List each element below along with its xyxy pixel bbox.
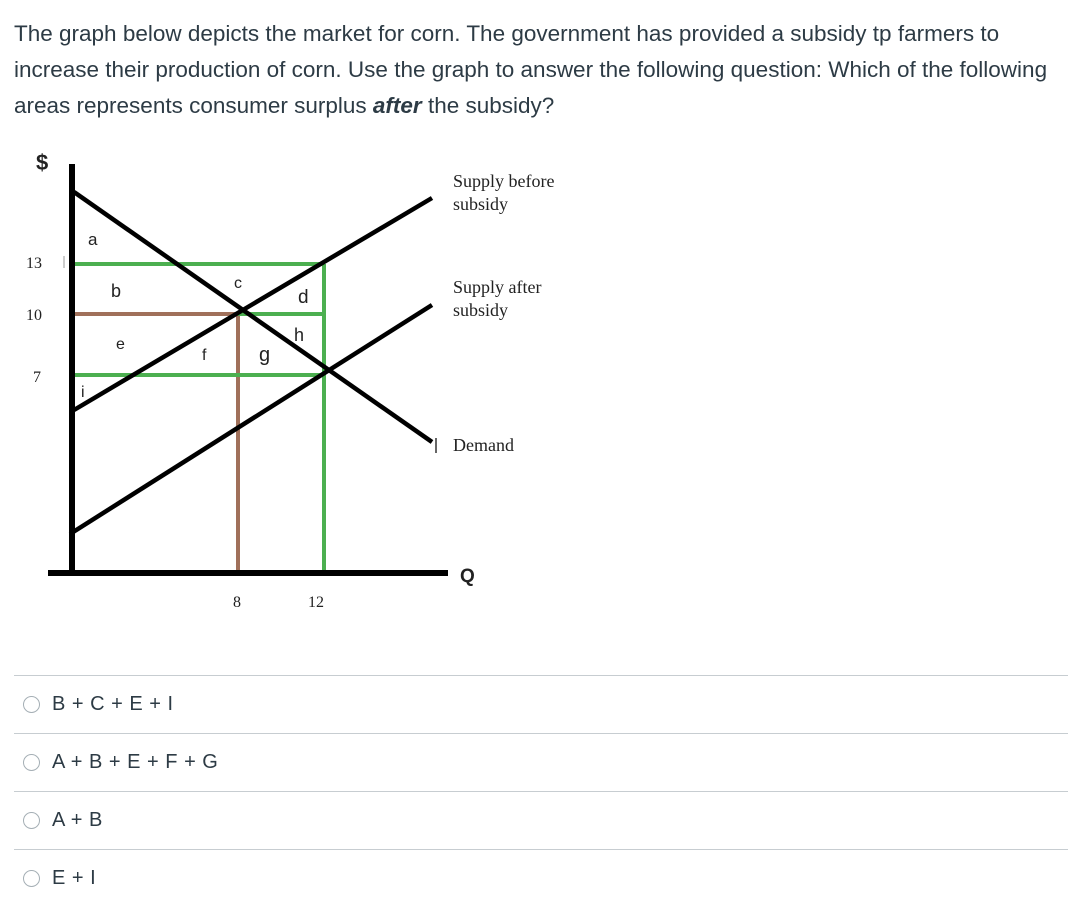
supply-after-label-line2: subsidy (453, 300, 509, 320)
area-label-d: d (298, 287, 309, 308)
price-tick-10: 10 (26, 307, 42, 324)
question-emphasis: after (372, 93, 422, 118)
supply-before-label-line2: subsidy (453, 194, 509, 214)
question-text (14, 16, 1064, 124)
supply-before-label (453, 171, 559, 214)
question-text-part1: The graph below depicts the market for corn. The government has provided a subsidy tp farmers to increase their production of corn. Use the graph to answer the following question: Which of the following areas represents consumer surplus (14, 21, 1048, 118)
answer-label: A + B + E + F + G (52, 751, 219, 773)
supply-after-label (453, 277, 546, 320)
demand-label: Demand (453, 435, 514, 455)
supply-before-label-line1: Supply before (453, 171, 555, 191)
area-label-f: f (202, 347, 207, 364)
y-axis-label: $ (36, 150, 49, 175)
answer-option-3[interactable] (14, 791, 1068, 849)
quantity-tick-12: 12 (308, 594, 324, 611)
price-tick-7: 7 (33, 369, 41, 386)
area-label-c: c (234, 275, 242, 292)
answer-label: B + C + E + I (52, 693, 174, 715)
radio-button[interactable] (23, 696, 40, 713)
answer-list (14, 675, 1068, 907)
area-label-h: h (294, 325, 305, 345)
answer-option-1[interactable] (14, 675, 1068, 733)
radio-button[interactable] (23, 870, 40, 887)
area-label-e: e (116, 336, 125, 353)
radio-button[interactable] (23, 754, 40, 771)
answer-label: A + B (52, 809, 103, 831)
answer-option-2[interactable] (14, 733, 1068, 791)
answer-label: E + I (52, 867, 97, 889)
supply-after-label-line1: Supply after (453, 277, 542, 297)
question-text-part2: the subsidy? (421, 93, 555, 118)
x-axis-label: Q (460, 566, 475, 587)
area-label-g: g (259, 344, 271, 366)
area-label-a: a (88, 230, 98, 249)
area-label-i: i (81, 384, 85, 401)
quantity-tick-8: 8 (233, 594, 241, 611)
price-tick-13: 13 (26, 255, 42, 272)
area-label-b: b (111, 281, 122, 301)
answer-option-4[interactable] (14, 849, 1068, 907)
radio-button[interactable] (23, 812, 40, 829)
corn-market-graph (0, 140, 620, 630)
